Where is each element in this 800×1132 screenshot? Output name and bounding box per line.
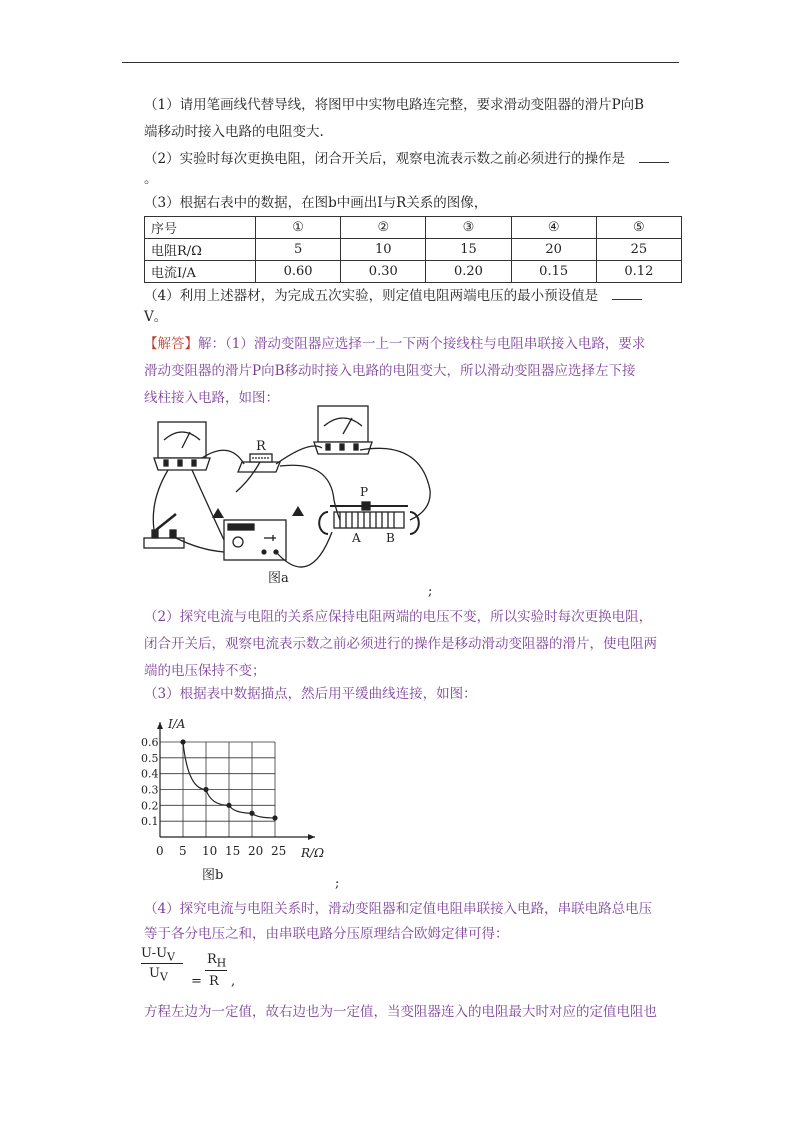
question-4-end: V。 — [144, 309, 168, 325]
formula-num-left-text: U-U — [141, 946, 168, 961]
y-tick-label: 0.2 — [141, 799, 159, 813]
y-tick-label: 0.3 — [141, 783, 159, 797]
formula-den-right: R — [209, 974, 219, 989]
table-cell: 25 — [596, 239, 681, 261]
chart-grid — [160, 742, 275, 837]
table-cell: 20 — [511, 239, 596, 261]
table-cell: ① — [256, 217, 341, 239]
formula — [141, 946, 251, 996]
answer-2-line1: （2）探究电流与电阻的关系应保持电阻两端的电压不变，所以实验时每次更换电阻， — [144, 609, 653, 625]
data-point — [180, 739, 185, 744]
y-tick-label: 0.5 — [141, 751, 159, 765]
circuit-figure-a — [140, 400, 440, 590]
table-cell: ② — [341, 217, 426, 239]
figure-a-caption: 图a — [268, 571, 289, 586]
x-axis-arrow — [308, 834, 315, 840]
question-2-text: （2）实验时每次更换电阻，闭合开关后，观察电流表示数之前必须进行的操作是 — [144, 151, 626, 167]
question-1: （1）请用笔画线代替导线，将图甲中实物电路连完整，要求滑动变阻器的滑片P向B — [144, 97, 645, 113]
fraction-bar-left — [141, 963, 183, 964]
answer-1-line3: 线柱接入电路，如图： — [144, 390, 279, 406]
label-a: A — [352, 531, 361, 545]
question-4-text: （4）利用上述器材，为完成五次实验，则定值电阻两端电压的最小预设值是 — [144, 288, 599, 304]
x-tick-label: 10 — [202, 844, 218, 858]
table-cell: 序号 — [145, 217, 256, 239]
answer-blank — [612, 287, 642, 300]
data-table — [144, 216, 682, 283]
formula-den-left — [149, 966, 168, 984]
chart-caption: 图b — [202, 868, 224, 883]
table-cell: 0.30 — [341, 261, 426, 283]
table-cell: 0.60 — [256, 261, 341, 283]
question-3: （3）根据右表中的数据，在图b中画出I与R关系的图像， — [144, 195, 488, 211]
answer-3-line1: （3）根据表中数据描点，然后用平缓曲线连接，如图： — [144, 686, 477, 702]
formula-comma: , — [231, 974, 236, 989]
rheostat-icon — [319, 502, 419, 534]
formula-sub-v: V — [167, 950, 175, 964]
x-tick-label: 15 — [225, 844, 241, 858]
table-cell: ⑤ — [596, 217, 681, 239]
switch-icon — [144, 514, 184, 548]
table-cell: ③ — [426, 217, 511, 239]
table-cell: 电阻R/Ω — [145, 239, 256, 261]
table-row — [145, 261, 682, 283]
formula-sub-v2: V — [159, 970, 168, 984]
question-2-end: 。 — [144, 171, 158, 187]
data-point — [203, 787, 208, 792]
chart-ticks — [141, 736, 286, 858]
answer-2-line3: 端的电压保持不变； — [144, 663, 266, 679]
label-p: P — [360, 485, 369, 499]
table-row — [145, 239, 682, 261]
answer-blank — [639, 150, 669, 163]
data-point — [226, 803, 231, 808]
formula-num-right — [207, 952, 226, 970]
y-axis-arrow — [157, 722, 163, 729]
chart-axes — [157, 722, 315, 840]
table-cell: ④ — [511, 217, 596, 239]
question-1-cont: 端移动时接入电路的电阻变大. — [144, 124, 324, 140]
table-cell: 15 — [426, 239, 511, 261]
semicolon-a: ; — [428, 584, 433, 599]
table-cell: 电流I/A — [145, 261, 256, 283]
label-b: B — [386, 531, 395, 545]
table-cell: 0.12 — [596, 261, 681, 283]
chart-ylabel: I/A — [168, 717, 186, 731]
formula-num-right-text: R — [207, 952, 217, 967]
header-rule — [122, 62, 679, 63]
table-cell: 10 — [341, 239, 426, 261]
power-supply-icon — [224, 520, 286, 560]
chart-figure-b — [140, 705, 340, 885]
table-cell: 5 — [256, 239, 341, 261]
table-cell: 0.15 — [511, 261, 596, 283]
y-tick-label: 0.6 — [141, 736, 159, 749]
answer-4-last: 方程左边为一定值，故右边也为一定值，当变阻器连入的电阻最大时对应的定值电阻也 — [144, 1004, 657, 1020]
label-r: R — [256, 439, 266, 454]
formula-sub-h: H — [216, 956, 227, 970]
answer-2-line2: 闭合开关后，观察电流表示数之前必须进行的操作是移动滑动变阻器的滑片，使电阻两 — [144, 636, 657, 652]
answer-1-line2: 滑动变阻器的滑片P向B移动时接入电路的电阻变大，所以滑动变阻器应选择左下接 — [144, 363, 636, 379]
y-tick-label: 0.1 — [141, 815, 159, 829]
answer-label: 【解答】 — [144, 336, 198, 352]
fraction-bar-right — [205, 970, 227, 971]
formula-equals: = — [191, 974, 202, 989]
semicolon-b: ; — [335, 876, 340, 891]
data-point — [249, 811, 254, 816]
answer-1-line1 — [144, 331, 684, 358]
x-tick-label: 25 — [271, 844, 287, 858]
data-point — [272, 815, 277, 820]
table-header-row — [145, 217, 682, 239]
voltmeter-icon — [314, 406, 372, 454]
ammeter-icon — [154, 422, 210, 470]
x-tick-label: 5 — [179, 844, 187, 858]
x-tick-label: 0 — [156, 844, 164, 858]
x-tick-label: 20 — [248, 844, 264, 858]
table-cell: 0.20 — [426, 261, 511, 283]
answer-4-line1: （4）探究电流与电阻关系时，滑动变阻器和定值电阻串联接入电路，串联电路总电压 — [144, 901, 653, 917]
chart-xlabel: R/Ω — [301, 846, 325, 860]
formula-den-left-text: U — [149, 966, 160, 981]
y-tick-label: 0.4 — [141, 767, 159, 781]
answer-4-line2: 等于各分电压之和，由串联电路分压原理结合欧姆定律可得： — [144, 926, 509, 942]
answer-1-text: 解：（1）滑动变阻器应选择一上一下两个接线柱与电阻串联接入电路，要求 — [198, 336, 646, 352]
formula-num-left — [141, 946, 175, 964]
